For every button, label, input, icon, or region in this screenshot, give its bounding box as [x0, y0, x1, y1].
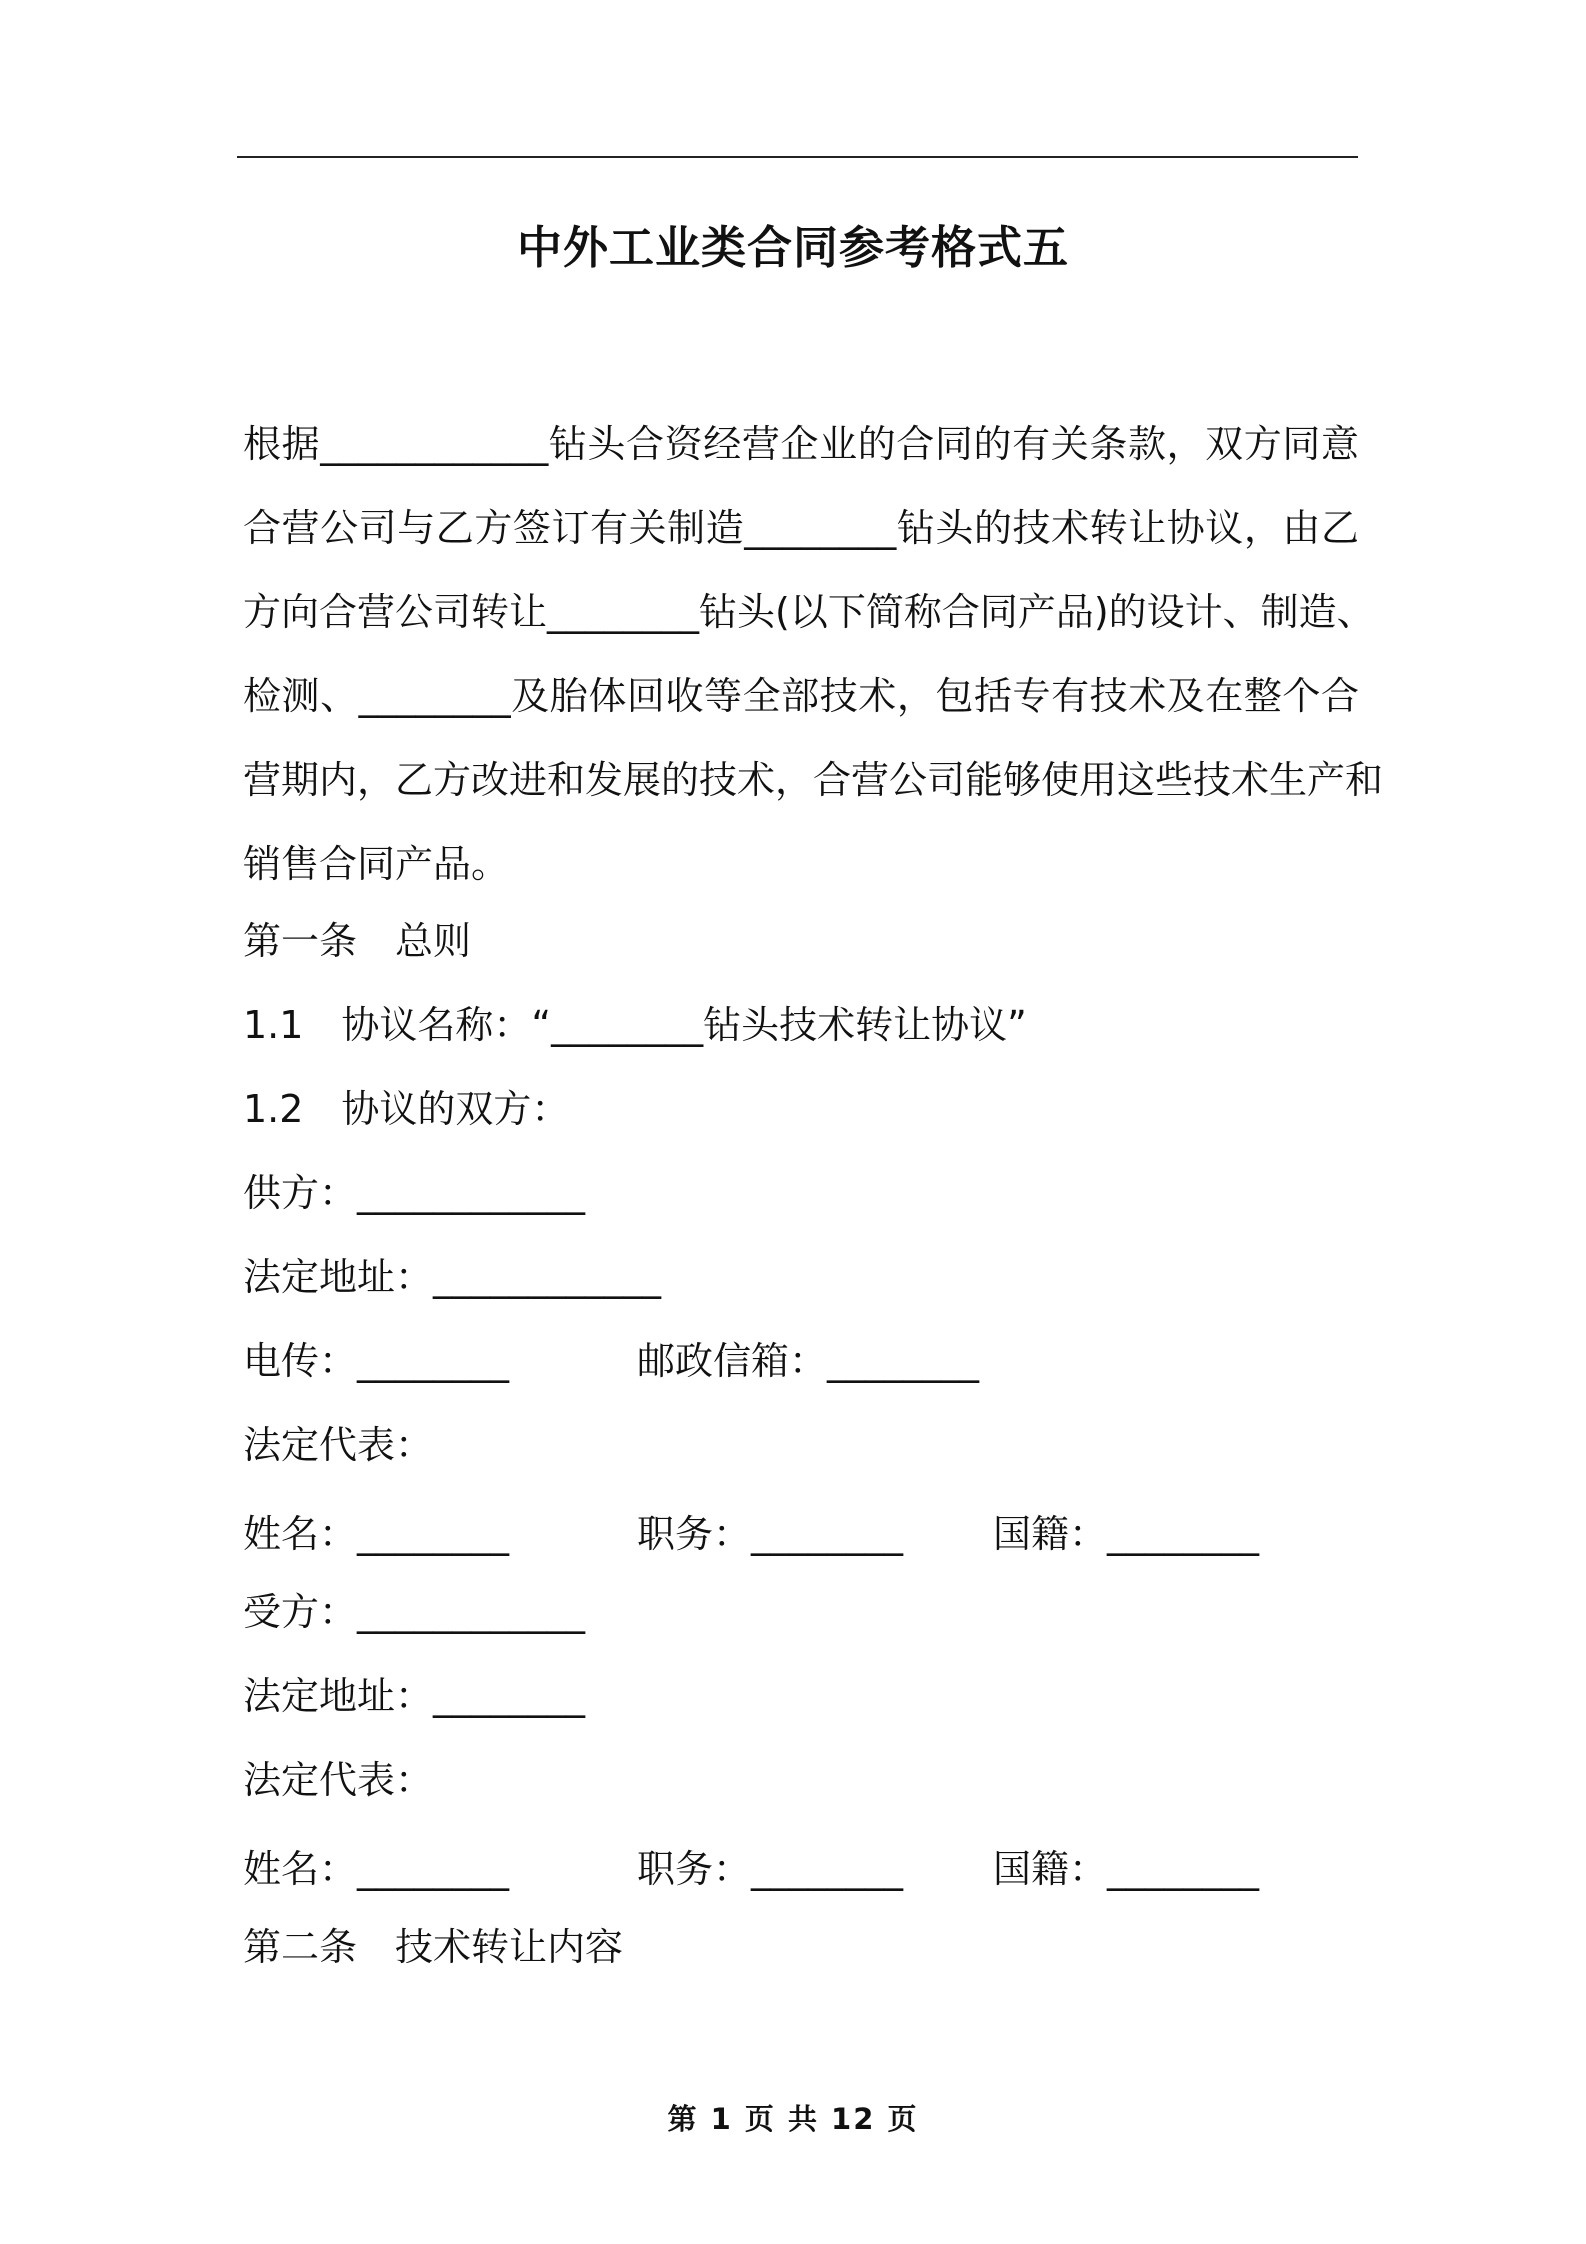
article-2-heading: 第二条 技术转让内容 [243, 1925, 624, 1969]
receiver-rep-title-field: 职务：________ [637, 1847, 904, 1891]
supplier-address-field: 法定地址：____________ [243, 1255, 662, 1299]
receiver-representative-label: 法定代表： [243, 1758, 434, 1802]
intro-line: 检测、________及胎体回收等全部技术，包括专有技术及在整个合 [243, 674, 1359, 718]
supplier-rep-title-field: 职务：________ [637, 1512, 904, 1556]
header-rule [237, 156, 1358, 158]
intro-line: 合营公司与乙方签订有关制造________钻头的技术转让协议，由乙 [243, 506, 1359, 550]
intro-line: 根据____________钻头合资经营企业的合同的有关条款，双方同意 [243, 422, 1359, 466]
article-1-heading: 第一条 总则 [243, 919, 472, 963]
intro-line: 营期内，乙方改进和发展的技术，合营公司能够使用这些技术生产和 [243, 758, 1384, 802]
clause-1-1: 1.1 协议名称：“________钻头技术转让协议” [243, 1003, 1027, 1047]
supplier-postbox-field: 邮政信箱：________ [637, 1339, 980, 1383]
supplier-rep-nationality-field: 国籍：________ [993, 1512, 1260, 1556]
document-title: 中外工业类合同参考格式五 [516, 221, 1069, 274]
supplier-fax-field: 电传：________ [243, 1339, 510, 1383]
supplier-rep-name-field: 姓名：________ [243, 1512, 510, 1556]
page-indicator: 第 1 页 共 12 页 [667, 2102, 919, 2136]
intro-line: 方向合营公司转让________钻头(以下简称合同产品)的设计、制造、 [243, 590, 1375, 634]
receiver-field: 受方：____________ [243, 1590, 586, 1634]
intro-line: 销售合同产品。 [243, 842, 510, 886]
supplier-field: 供方：____________ [243, 1171, 586, 1215]
supplier-representative-label: 法定代表： [243, 1423, 434, 1467]
clause-1-2: 1.2 协议的双方： [243, 1087, 570, 1131]
intro-paragraph [243, 402, 1384, 906]
receiver-address-field: 法定地址：________ [243, 1674, 586, 1718]
receiver-rep-name-field: 姓名：________ [243, 1847, 510, 1891]
receiver-rep-nationality-field: 国籍：________ [993, 1847, 1260, 1891]
